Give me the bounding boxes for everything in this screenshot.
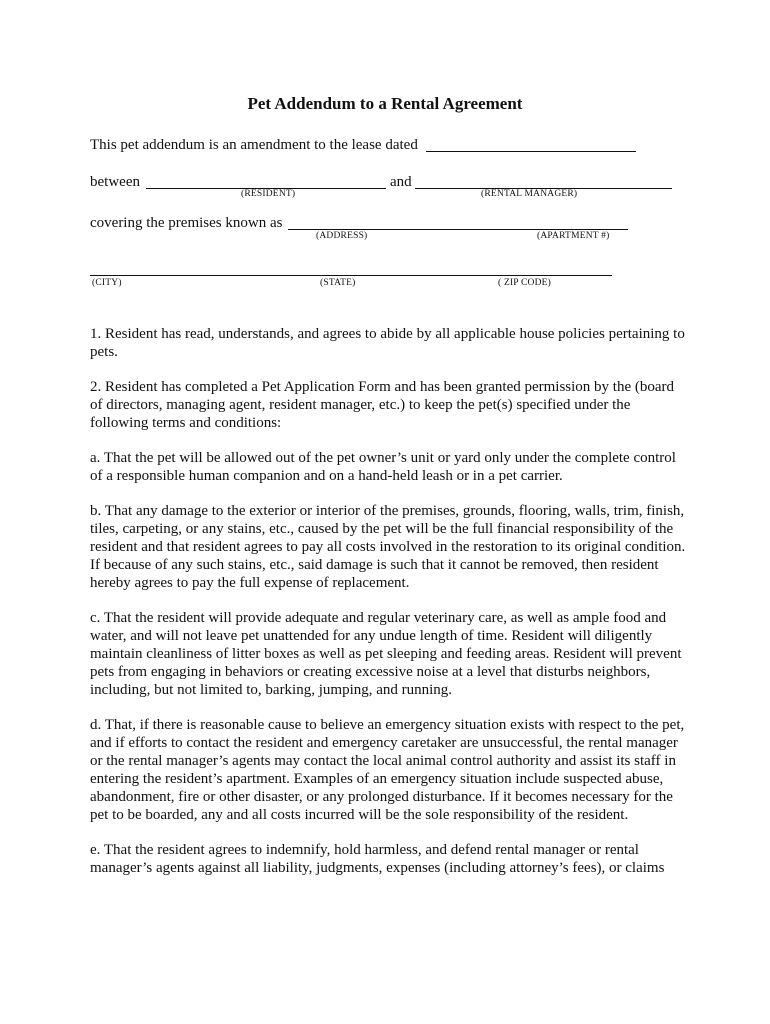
term-paragraph-2: 2. Resident has completed a Pet Application Form and has been granted permission by the (board of directors, managing agent, resident manager, etc.) to keep the pet(s) specified under the following terms and conditions: [90,379,675,431]
city-state-zip-blank[interactable] [90,275,612,276]
term-paragraph-e: e. That the resident agrees to indemnify, hold harmless, and defend rental manager or rental manager’s agents against all liability, judgments, expenses (including attorney’s fees), or claims [90,842,665,876]
state-caption: (STATE) [320,278,356,288]
lease-date-label: This pet addendum is an amendment to the lease dated [90,137,418,153]
lease-date-blank[interactable] [426,151,636,152]
city-caption: (CITY) [92,278,122,288]
apartment-caption: (APARTMENT #) [537,231,610,241]
address-blank[interactable] [288,229,628,230]
and-label: and [390,174,412,190]
between-label: between [90,174,140,190]
term-paragraph-d: d. That, if there is reasonable cause to believe an emergency situation exists with respect to the pet, and if efforts to contact the resident and emergency caretaker are unsuccessful, the rental manager or the rental manager’s agents may contact the local animal control authority and assist its staff in entering the resident’s apartment. Examples of an emergency situation include suspected abuse, abandonment, fire or other disaster, or any prolonged disturbance. If it becomes necessary for the pet to be boarded, any and all costs incurred will be the sole responsibility of the resident. [90,717,685,823]
premises-label: covering the premises known as [90,215,283,231]
term-paragraph-a: a. That the pet will be allowed out of the pet owner’s unit or yard only under the complete control of a responsible human companion and on a hand-held leash or in a pet carrier. [90,450,676,484]
term-paragraph-b: b. That any damage to the exterior or interior of the premises, grounds, flooring, walls, trim, finish, tiles, carpeting, or any stains, etc., caused by the pet will be the full financial responsibility of the resident and that resident agrees to pay all costs involved in the restoration to its original condition. If because of any such stains, etc., said damage is such that it cannot be removed, then resident hereby agrees to pay the full expense of replacement. [90,503,686,591]
term-paragraph-c: c. That the resident will provide adequate and regular veterinary care, as well as ample food and water, and will not leave pet unattended for any undue length of time. Resident will diligently maintain cleanliness of litter boxes as well as pet sleeping and feeding areas. Resident will prevent pets from engaging in behaviors or creating excessive noise at a level that disturbs neighbors, including, but not limited to, barking, jumping, and running. [90,610,682,698]
resident-caption: (RESIDENT) [241,189,296,199]
term-paragraph-1: 1. Resident has read, understands, and agrees to abide by all applicable house policies pertaining to pets. [90,326,685,360]
address-caption: (ADDRESS) [316,231,368,241]
terms-body [90,325,690,894]
document-title: Pet Addendum to a Rental Agreement [247,94,523,113]
rental-manager-caption: (RENTAL MANAGER) [481,189,578,199]
zip-caption: ( ZIP CODE) [498,278,552,288]
